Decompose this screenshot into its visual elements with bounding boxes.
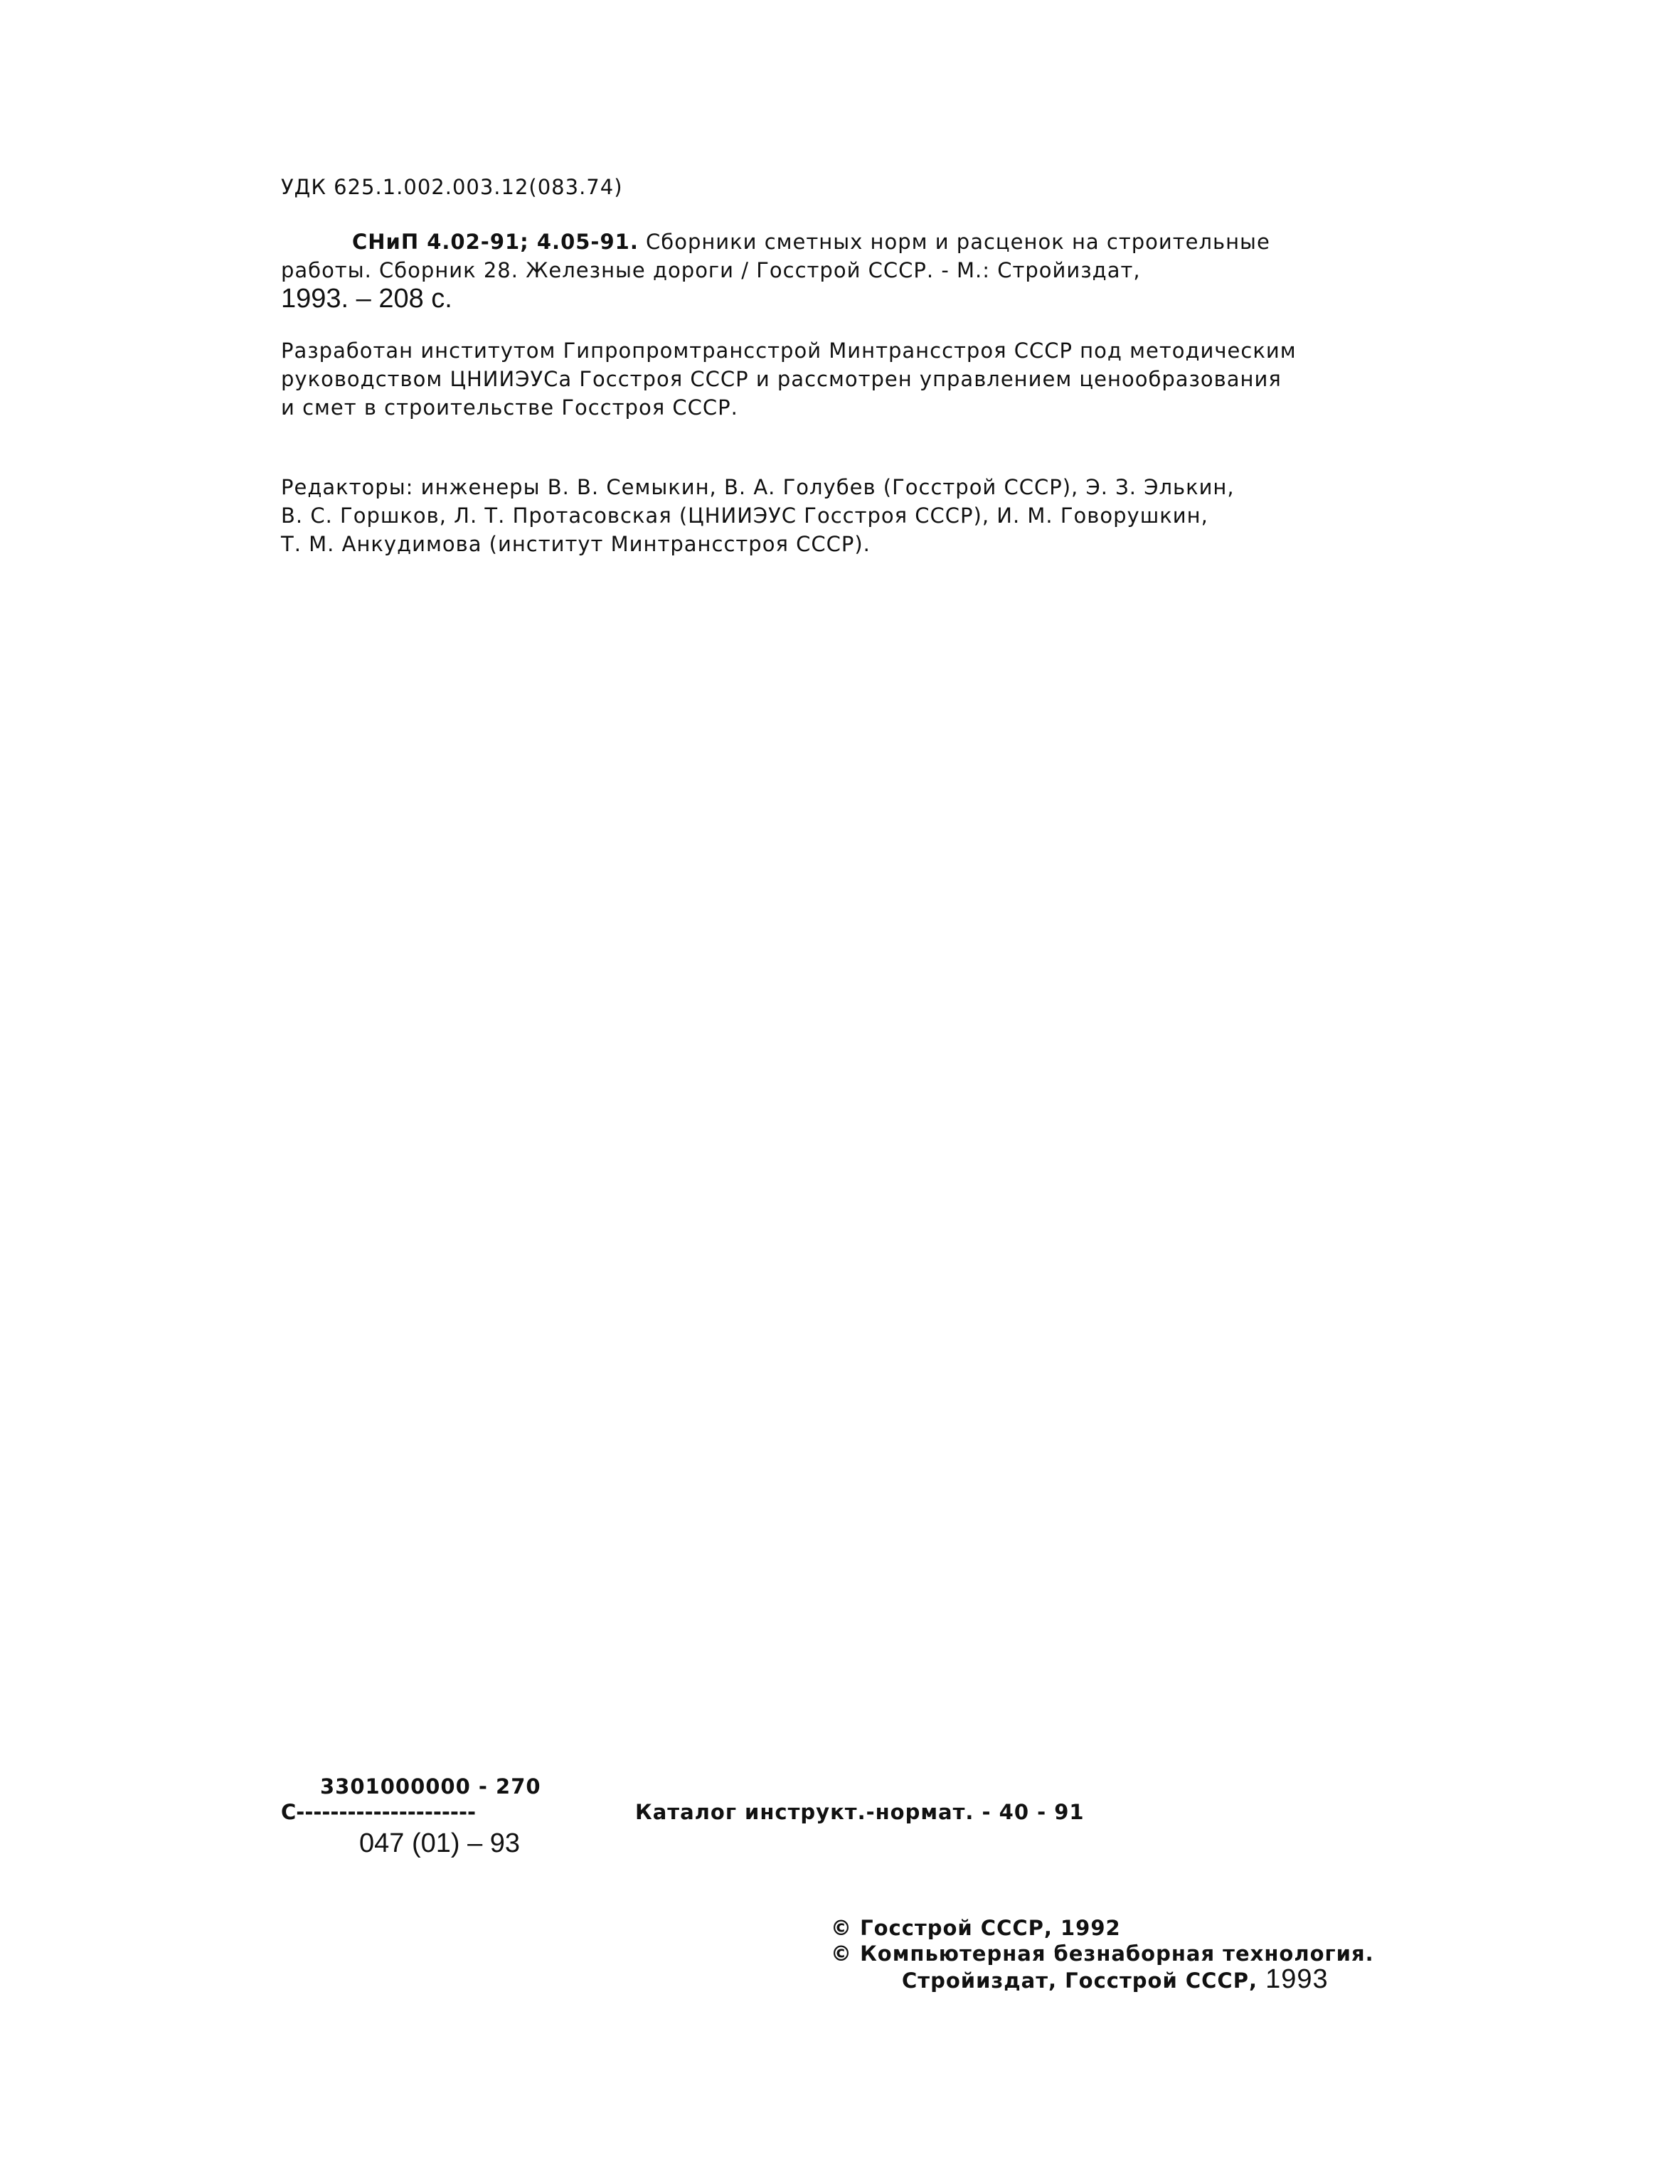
citation-title-rest: Сборники сметных норм и расценок на строительные: [638, 230, 1270, 254]
catalog-code-fraction-line: С---------------------: [281, 1800, 477, 1824]
developed-line: руководством ЦНИИЭУСа Госстроя СССР и рассмотрен управлением ценообразования: [281, 367, 1282, 391]
copyright-block: [831, 1915, 1613, 1993]
citation-title: СНиП 4.02-91; 4.05-91.: [352, 230, 639, 254]
editors-paragraph: [281, 473, 1419, 558]
editors-line: В. С. Горшков, Л. Т. Протасовская (ЦНИИЭУС Госстроя СССР), И. М. Говорушкин,: [281, 504, 1208, 528]
citation-line-2: работы. Сборник 28. Железные дороги / Госстрой СССР. - М.: Стройиздат,: [281, 258, 1141, 282]
catalog-code-numerator: 3301000000 - 270: [320, 1774, 541, 1799]
catalog-code-denominator: 047 (01) – 93: [359, 1828, 521, 1858]
copyright-publisher: Стройиздат, Госстрой СССР,: [902, 1969, 1266, 1993]
developed-line: Разработан институтом Гипропромтрансстрой Минтрансстроя СССР под методическим: [281, 339, 1297, 363]
copyright-year: 1993: [1265, 1964, 1329, 1994]
editors-line: Т. М. Анкудимова (институт Минтрансстроя СССР).: [281, 532, 871, 556]
catalog-reference: Каталог инструкт.-нормат. - 40 - 91: [635, 1800, 1085, 1824]
copyright-line-3: [831, 1966, 1613, 1993]
developed-by-paragraph: [281, 336, 1419, 422]
citation-line-3: 1993. – 208 с.: [281, 284, 452, 314]
bibliographic-citation: [281, 228, 1419, 313]
udk-code: УДК 625.1.002.003.12(083.74): [281, 175, 623, 199]
editors-line: Редакторы: инженеры В. В. Семыкин, В. А. Голубев (Госстрой СССР), Э. З. Элькин,: [281, 475, 1235, 499]
developed-line: и смет в строительстве Госстроя СССР.: [281, 395, 738, 420]
copyright-line-2: © Компьютерная безнаборная технология.: [831, 1941, 1374, 1966]
copyright-line-1: © Госстрой СССР, 1992: [831, 1916, 1121, 1940]
citation-line-1: [281, 228, 1419, 256]
